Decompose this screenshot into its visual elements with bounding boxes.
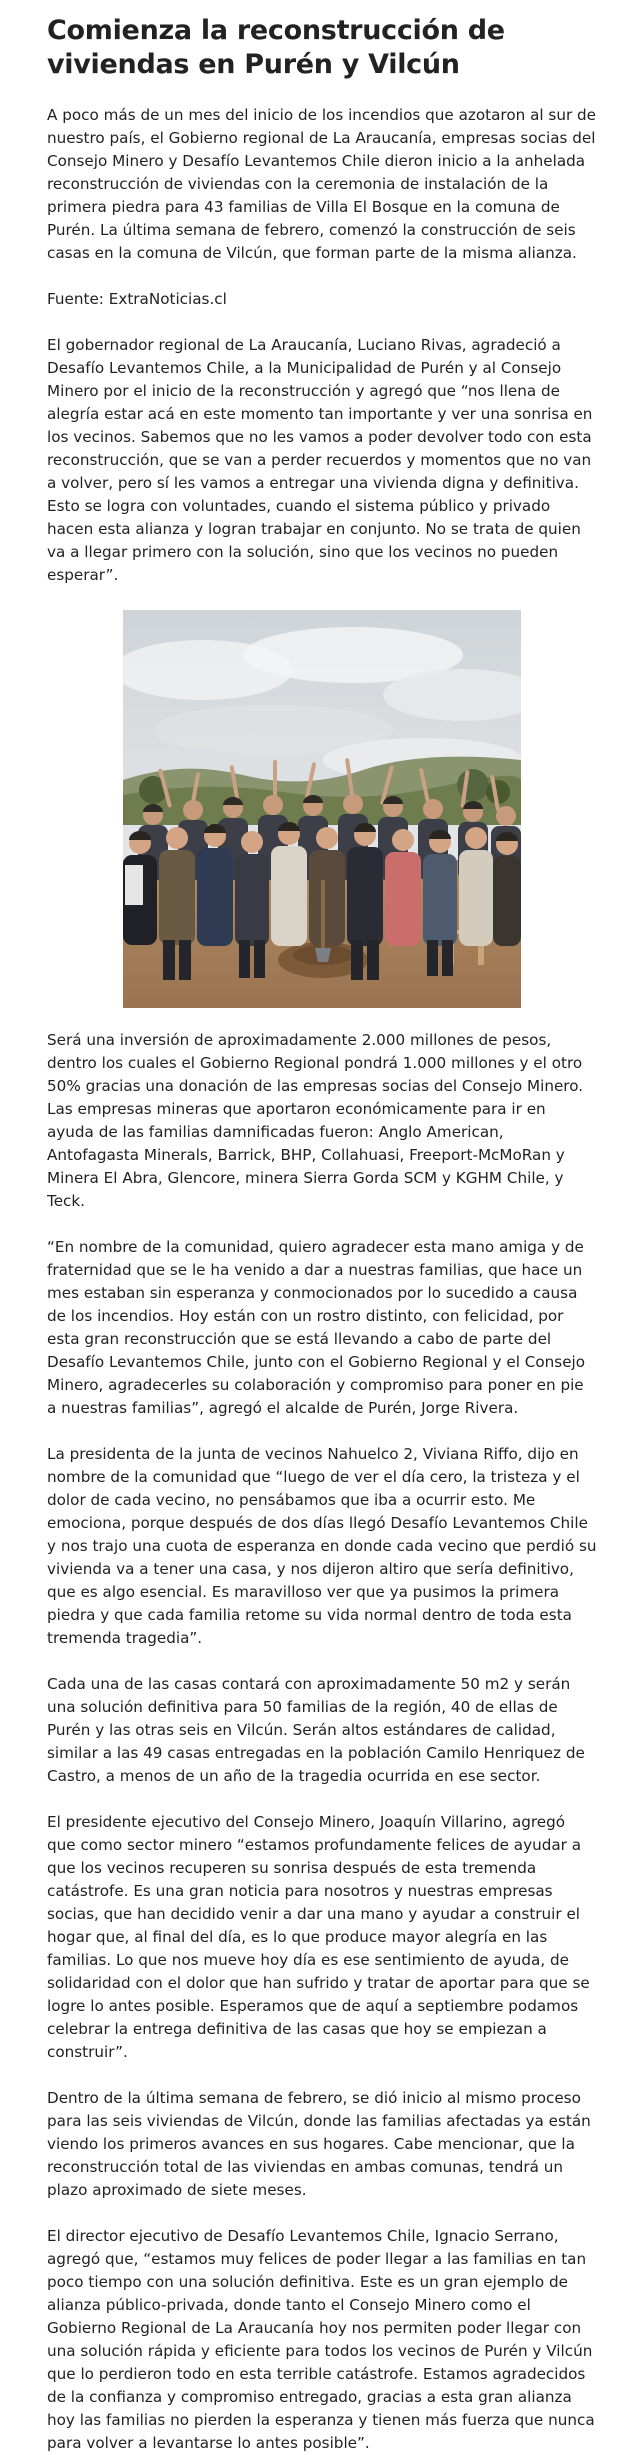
article-source: Fuente: ExtraNoticias.cl [47,290,227,308]
article-paragraph-8: El director ejecutivo de Desafío Levantemos Chile, Ignacio Serrano, agregó que, “estamos muy felices de poder llegar a las familias en tan poco tiempo con una solución definitiva. Este es un gran ejemplo de alianza público-privada, donde tanto el Consejo Minero como el Gobierno Regional de La Araucanía hoy nos permiten poder llegar con una solución rápida y eficiente para todos los vecinos de Purén y Vilcún que lo perdieron todo en esta terrible catástrofe. Estamos agradecidos de la confianza y compromiso entregado, gracias a esta gran alianza hoy las familias no pierden la esperanza y tienen más fuerza que nunca para volver a levantarse lo antes posible”. [47,2227,595,2452]
article-paragraph-7: Dentro de la última semana de febrero, se dió inicio al mismo proceso para las seis viviendas de Vilcún, donde las familias afectadas ya están viendo los primeros avances en sus hogares. Cabe mencionar, que la reconstrucción total de las viviendas en ambas comunas, tendrá un plazo aproximado de siete meses. [47,2089,591,2199]
article-intro: A poco más de un mes del inicio de los incendios que azotaron al sur de nuestro país, el Gobierno regional de La Araucanía, empresas socias del Consejo Minero y Desafío Levantemos Chile dieron inicio a la anhelada reconstrucción de viviendas con la ceremonia de instalación de la primera piedra para 43 familias de Villa El Bosque en la comuna de Purén. La última semana de febrero, comenzó la construcción de seis casas en la comuna de Vilcún, que forman parte de la misma alianza. [47,106,597,262]
article-paragraph-2: Será una inversión de aproximadamente 2.000 millones de pesos, dentro los cuales el Gobierno Regional pondrá 1.000 millones y el otro 50% gracias una donación de las empresas socias del Consejo Minero. Las empresas mineras que aportaron económicamente para ir en ayuda de las familias damnificadas fueron: Anglo American, Antofagasta Minerals, Barrick, BHP, Collahuasi, Freeport-McMoRan y Minera El Abra, Glencore, minera Sierra Gorda SCM y KGHM Chile, y Teck. [47,1031,584,1210]
article-paragraph-1: El gobernador regional de La Araucanía, Luciano Rivas, agradeció a Desafío Levantemos Chile, a la Municipalidad de Purén y al Consejo Minero por el inicio de la reconstrucción y agregó que “nos llena de alegría estar acá en este momento tan importante y ver una sonrisa en los vecinos. Sabemos que no les vamos a poder devolver todo con esta reconstrucción, que se van a perder recuerdos y momentos que no van a volver, pero sí les vamos a entregar una vivienda digna y definitiva. Esto se logra con voluntades, cuando el sistema público y privado hacen esta alianza y logran trabajar en conjunto. No se trata de quien va a llegar primero con la solución, sino que los vecinos no pueden esperar”. [47,336,593,584]
group-photo [123,610,521,1008]
article-paragraph-3: “En nombre de la comunidad, quiero agradecer esta mano amiga y de fraternidad que se le ha venido a dar a nuestras familias, que hace un mes estaban sin esperanza y conmocionados por lo sucedido a causa de los incendios. Hoy están con un rostro distinto, con felicidad, por esta gran reconstrucción que se está llevando a cabo de parte del Desafío Levantemos Chile, junto con el Gobierno Regional y el Consejo Minero, agradecerles su colaboración y compromiso para poner en pie a nuestras familias”, agregó el alcalde de Purén, Jorge Rivera. [47,1238,586,1417]
article-paragraph-6: El presidente ejecutivo del Consejo Minero, Joaquín Villarino, agregó que como sector minero “estamos profundamente felices de ayudar a que los vecinos recuperen su sonrisa después de esta tremenda catástrofe. Es una gran noticia para nosotros y nuestras empresas socias, que han decidido venir a dar una mano y ayudar a construir el hogar que, al final del día, es lo que produce mayor alegría en las familias. Lo que nos mueve hoy día es ese sentimiento de ayuda, de solidaridad con el dolor que han sufrido y tratar de aportar para que se logre lo antes posible. Esperamos que de aquí a septiembre podamos celebrar la entrega definitiva de las casas que hoy se empiezan a construir”. [47,1813,590,2061]
article-title: Comienza la reconstrucción de viviendas en Purén y Vilcún [47,15,505,80]
article-paragraph-5: Cada una de las casas contará con aproximadamente 50 m2 y serán una solución definitiva para 50 familias de la región, 40 de ellas de Purén y las otras seis en Vilcún. Serán altos estándares de calidad, similar a las 49 casas entregadas en la población Camilo Henriquez de Castro, a menos de un año de la tragedia ocurrida en ese sector. [47,1675,585,1785]
article-paragraph-4: La presidenta de la junta de vecinos Nahuelco 2, Viviana Riffo, dijo en nombre de la comunidad que “luego de ver el día cero, la tristeza y el dolor de cada vecino, no pensábamos que iba a ocurrir esto. Me emociona, porque después de dos días llegó Desafío Levantemos Chile y nos trajo una cuota de esperanza en donde cada vecino que perdió su vivienda va a tener una casa, y nos dijeron altiro que sería definitivo, que es algo esencial. Es maravilloso ver que ya pusimos la primera piedra y que cada familia retome su vida normal dentro de toda esta tremenda tragedia”. [47,1445,597,1647]
group-photo-ceremony-icon [123,610,521,1008]
